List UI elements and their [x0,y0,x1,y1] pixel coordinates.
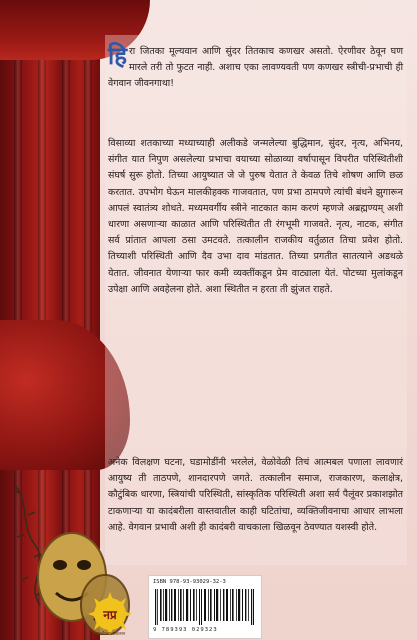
isbn-label: ISBN 978-93-93029-32-3 [153,579,226,585]
blurb-paragraph-story: विसाव्या शतकाच्या मध्याच्याही अलीकडे जन्मलेल्या बुद्धिमान, सुंदर, नृत्य, अभिनय, संगीत यात निपुण असलेल्या प्रभाचा वयाच्या सोळाव्या वर्षापासून विपरीत परिस्थितीशी संघर्ष सुरू होतो. तिच्या आयुष्यात जे जे पुरुष येतात ते केवळ तिचे शोषण आणि छळ करतात. उपभोग घेऊन मालकीहक्क गाजवतात, पण प्रभा ठामपणे त्यांची बंधने झुगारून आपलं स्वातंत्र्य शोधते. मध्यमवर्गीय स्त्रीने नाटकात काम करणं म्हणजे अब्रह्मण्यम् अशी धारणा असणाऱ्या काळात आणि परिस्थितीत ती रंगभूमी गाजवते. नृत्य, नाटक, संगीत सर्व प्रांतात आपला ठसा उमटवते. तत्कालीन राजकीय वर्तुळात तिचा प्रवेश होतो. तिच्याशी परिस्थिती आणि दैव उभा दाव मांडतात. तिच्या प्रगतीत सातत्याने अडथळे येतात. जीवनात येणाऱ्या फार कमी व्यक्तींकडून प्रेम वाट्याला येतं. पोटच्या मुलांकडून उपेक्षा आणि अवहेलना होते. अशा स्थितीत न हरता ती झुंजत राहते. [108,138,403,295]
barcode-bars [153,589,257,625]
blurb-paragraph-summary: अनेक विलक्षण घटना, घडामोडींनी भरलेलं, वेळोवेळी तिचं आत्मबल पणाला लावणारं आयुष्य ती ताठपणे, शानदारपणे जगते. तत्कालीन समाज, राजकारण, कलाक्षेत्र, कौटुंबिक धारणा, स्त्रियांची परिस्थिती, सांस्कृतिक परिस्थिती अशा सर्व पैलूंवर प्रकाशझोत टाकणाऱ्या या कादंबरीला वास्तवातील काही घटितांचा, व्यक्तिजीवनाचा आधार लाभला आहे. वेगवान प्रभावी अशी ही कादंबरी वाचकाला खिळवून ठेवण्यात यशस्वी होते. [108,457,403,533]
logo-text: नप्र [103,608,117,622]
dropcap: हि [108,42,127,70]
blurb-intro-text: रा जितका मूल्यवान आणि सुंदर तितकाच कणखर असतो. ऐरणीवर ठेवून घण मारले तरी तो फुटत नाही. अशाच एका लावण्यवती पण कणखर स्त्रीची-प्रभाची ही वेगवान जीवनगाथा! [108,46,403,90]
publisher-name: नवचैतन्य प्रकाशन [96,632,126,637]
isbn-barcode [148,575,262,639]
blurb-paragraph-intro [108,44,403,93]
mask-eye [77,560,91,570]
mask-eye [53,560,67,570]
barcode-digits: 9 789393 029323 [153,627,218,633]
